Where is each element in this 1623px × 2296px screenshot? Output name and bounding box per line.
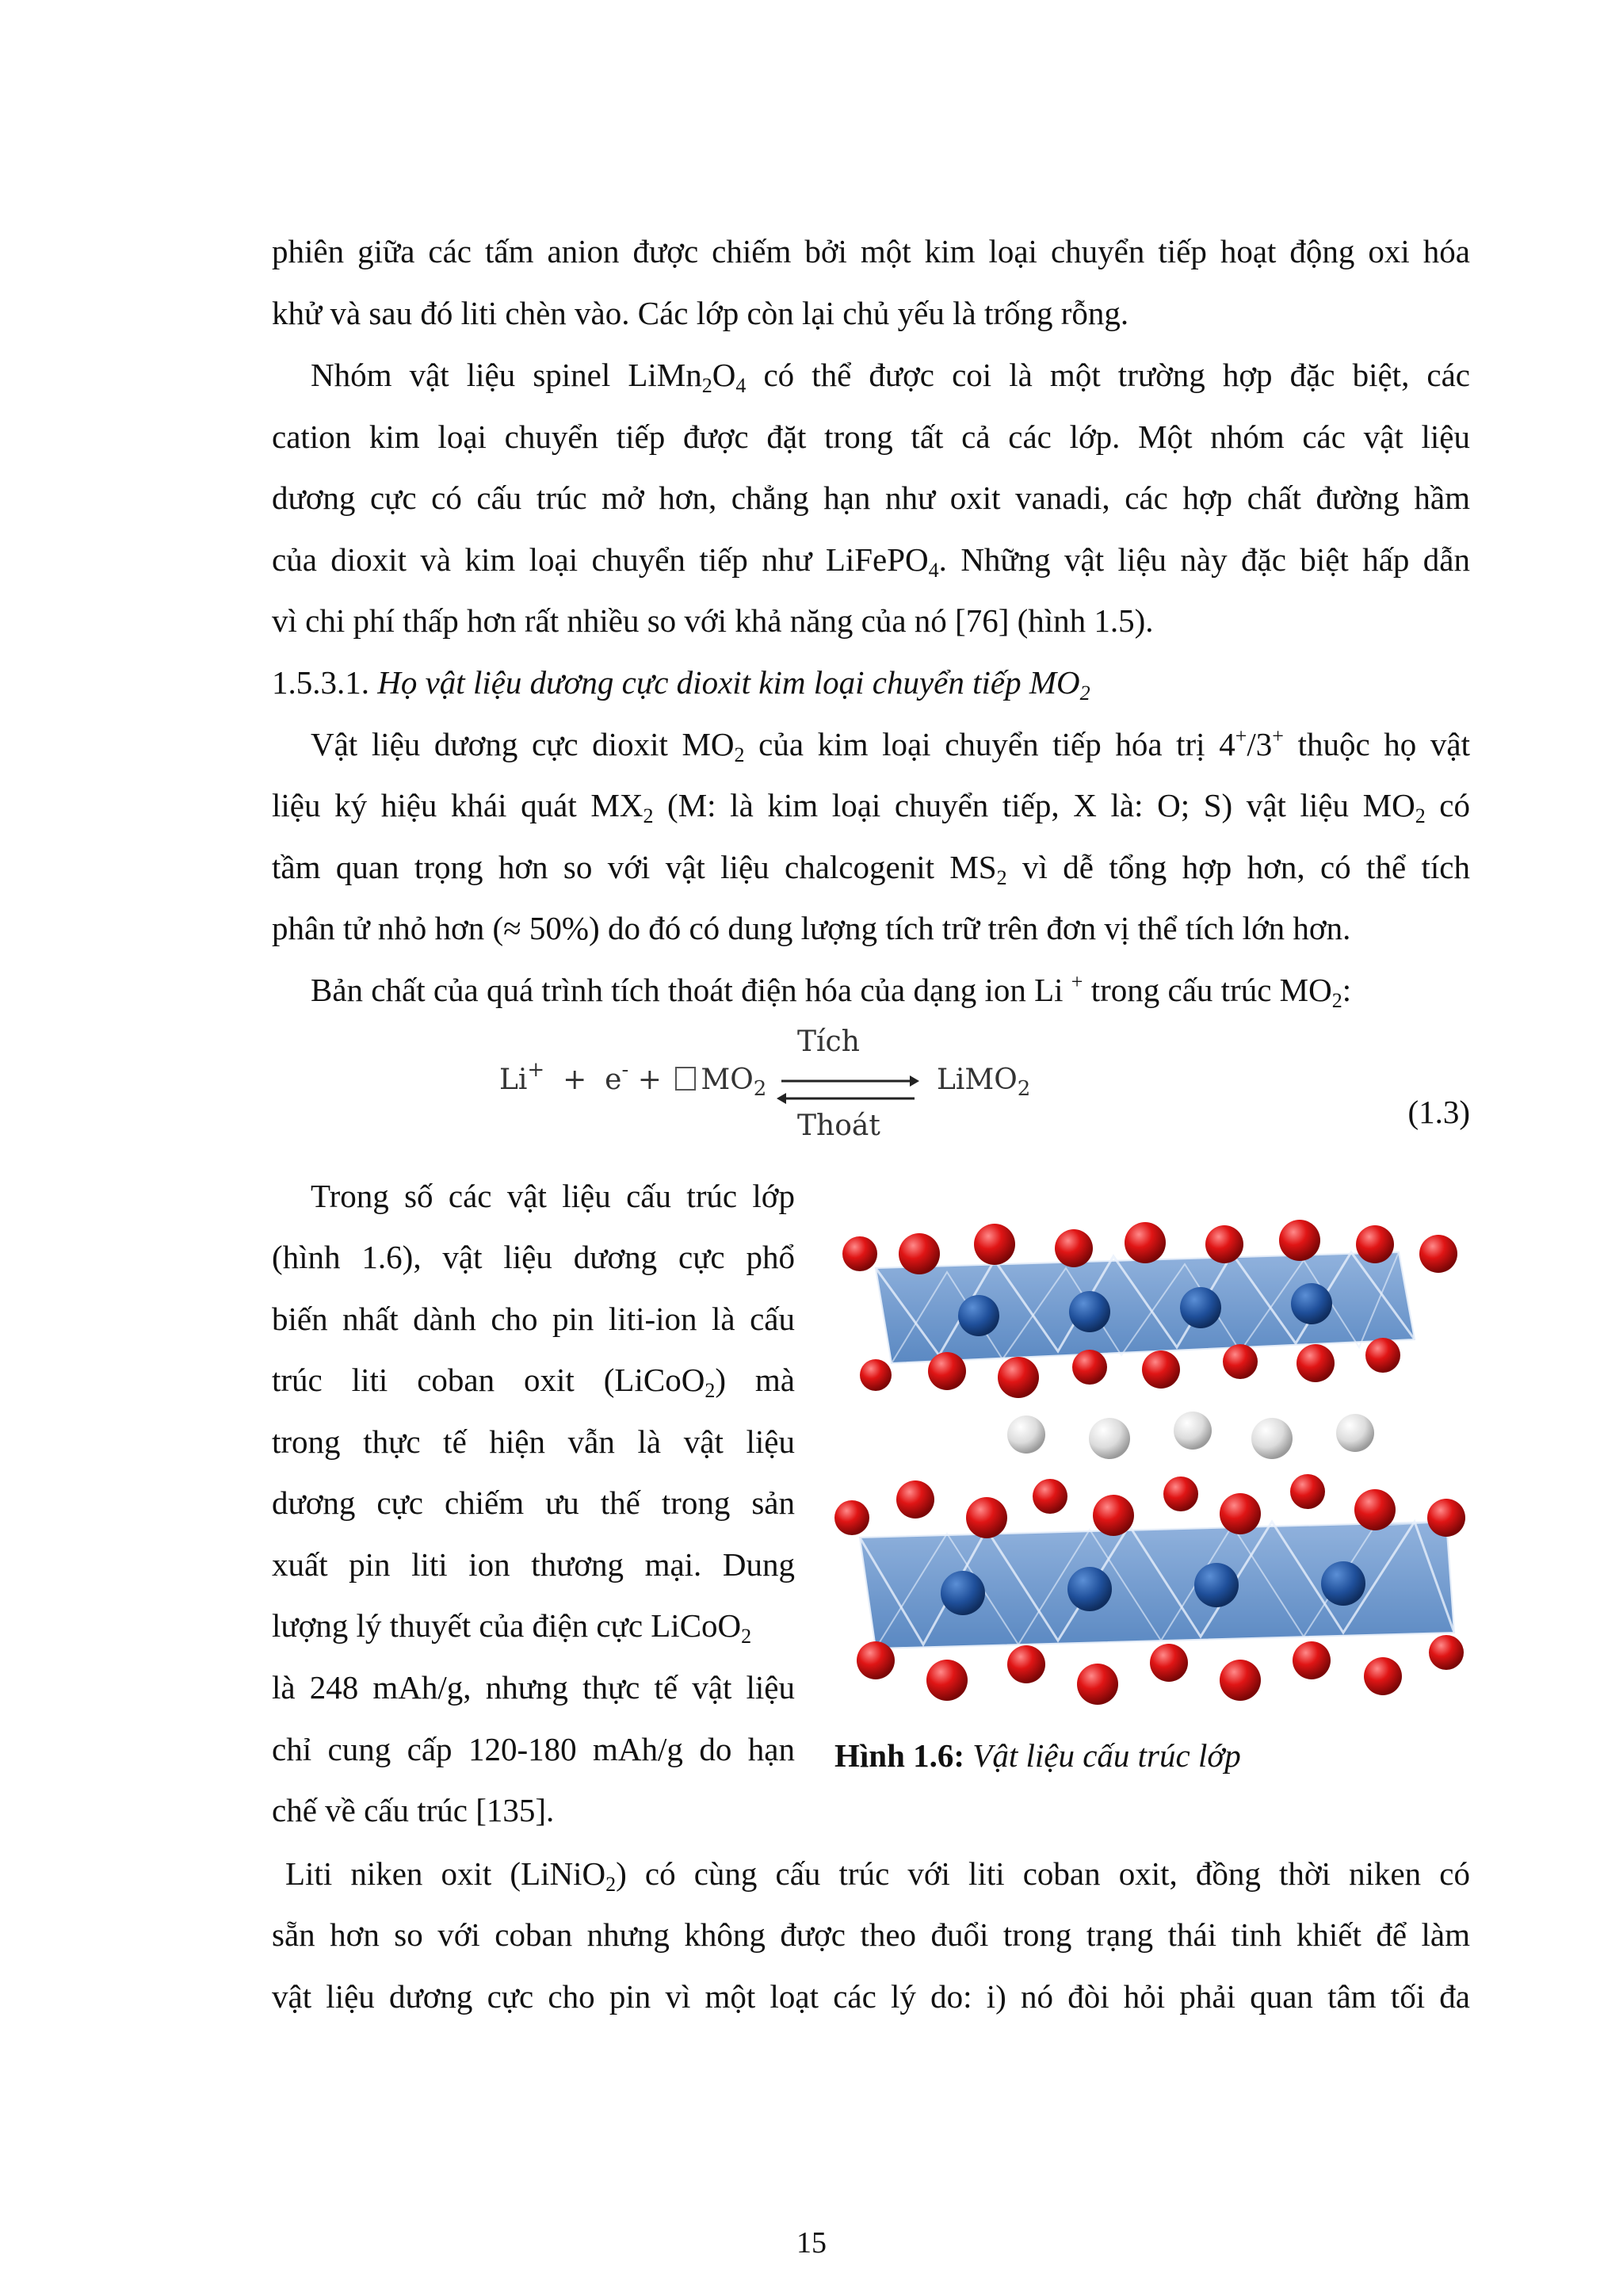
paragraph-5-line-8: lượng lý thuyết của điện cực LiCoO$_2$ xyxy=(272,1607,752,1648)
paragraph-2-line-5: vì chi phí thấp hơn rất nhiều so với khả năng của nó [76] (hình 1.5). xyxy=(272,602,1154,639)
section-heading: 1.5.3.1. Họ vật liệu dương cực dioxit kim loại chuyển tiếp $MO_2$ xyxy=(272,664,1090,705)
paragraph-5-line-5: trong thực tế hiện vẫn là vật liệu xyxy=(272,1423,795,1460)
equation-product: LiMO$_2$ xyxy=(937,1064,1031,1101)
layered-structure-figure xyxy=(828,1205,1470,1728)
paragraph-5-line-10: chỉ cung cấp 120-180 mAh/g do hạn xyxy=(272,1731,795,1767)
paragraph-6-line-2: sẵn hơn so với coban nhưng không được theo đuổi trong trạng thái tinh khiết để làm xyxy=(272,1916,1470,1953)
page-number: 15 xyxy=(796,2226,827,2260)
top-oxide-layer xyxy=(842,1220,1457,1398)
bottom-oxide-layer xyxy=(834,1474,1465,1705)
paragraph-4-line-1: Bản chất của quá trình tích thoát điện hóa của dạng ion Li + trong cấu trúc $MO_2$: xyxy=(311,970,1352,1012)
paragraph-6-line-1: Liti niken oxit (LiNiO$_2$) có cùng cấu trúc với liti coban oxit, đồng thời niken có xyxy=(285,1855,1470,1896)
paragraph-5-line-7: xuất pin liti ion thương mại. Dung xyxy=(272,1546,795,1583)
forward-label: Tích xyxy=(797,1026,860,1058)
paragraph-5-line-2: (hình 1.6), vật liệu dương cực phổ xyxy=(272,1239,795,1275)
vacancy-box-icon xyxy=(675,1067,696,1091)
reaction-equation xyxy=(499,1026,1070,1149)
paragraph-2-line-1: Nhóm vật liệu spinel $LiMn_2O_4$ có thể được coi là một trường hợp đặc biệt, các xyxy=(311,357,1470,397)
equation-number: (1.3) xyxy=(1407,1094,1470,1130)
paragraph-5-line-11: chế về cấu trúc [135]. xyxy=(272,1792,555,1828)
paragraph-5-line-1: Trong số các vật liệu cấu trúc lớp xyxy=(311,1178,795,1214)
equilibrium-arrows-icon xyxy=(777,1072,919,1108)
figure-caption: Hình 1.6: Vật liệu cấu trúc lớp xyxy=(834,1737,1241,1774)
paragraph-3-line-2: liệu ký hiệu khái quát $MX_2$ (M: là kim loại chuyển tiếp, X là: O; S) vật liệu $MO_2$ có xyxy=(272,787,1471,827)
paragraph-5-line-6: dương cực chiếm ưu thế trong sản xyxy=(272,1484,795,1521)
paragraph-2-line-4: của dioxit và kim loại chuyển tiếp như LiFePO$_4$. Những vật liệu này đặc biệt hấp dẫn xyxy=(272,541,1470,582)
paragraph-1-line-2: khử và sau đó liti chèn vào. Các lớp còn lại chủ yếu là trống rỗng. xyxy=(272,295,1129,331)
paragraph-6-line-3: vật liệu dương cực cho pin vì một loạt các lý do: i) nó đòi hỏi phải quan tâm tối đa xyxy=(272,1978,1470,2015)
paragraph-1-line-1: phiên giữa các tấm anion được chiếm bởi một kim loại chuyển tiếp hoạt động oxi hóa xyxy=(272,233,1470,269)
paragraph-5-line-4: trúc liti coban oxit (LiCoO$_2$) mà xyxy=(272,1362,795,1402)
paragraph-3-line-3: tầm quan trọng hơn so với vật liệu chalcogenit $MS_2$ vì dễ tổng hợp hơn, có thể tích xyxy=(272,849,1470,889)
reverse-label: Thoát xyxy=(797,1110,880,1142)
paragraph-3-line-1: Vật liệu dương cực dioxit $MO_2$ của kim loại chuyển tiếp hóa trị 4+/3+ thuộc họ vật xyxy=(311,724,1470,766)
paragraph-3-line-4: phân tử nhỏ hơn (≈ 50%) do đó có dung lượng tích trữ trên đơn vị thể tích lớn hơn. xyxy=(272,910,1351,946)
equation-reactants: $Li^+ + e^- + MO_2$ xyxy=(499,1058,767,1101)
paragraph-2-line-2: cation kim loại chuyển tiếp được đặt trong tất cả các lớp. Một nhóm các vật liệu xyxy=(272,418,1470,455)
lithium-layer xyxy=(1007,1412,1374,1459)
paragraph-2-line-3: dương cực có cấu trúc mở hơn, chẳng hạn như oxit vanadi, các hợp chất đường hầm xyxy=(272,479,1470,516)
paragraph-5-line-9: là 248 mAh/g, nhưng thực tế vật liệu xyxy=(272,1669,795,1706)
paragraph-5-line-3: biến nhất dành cho pin liti-ion là cấu xyxy=(272,1301,795,1337)
